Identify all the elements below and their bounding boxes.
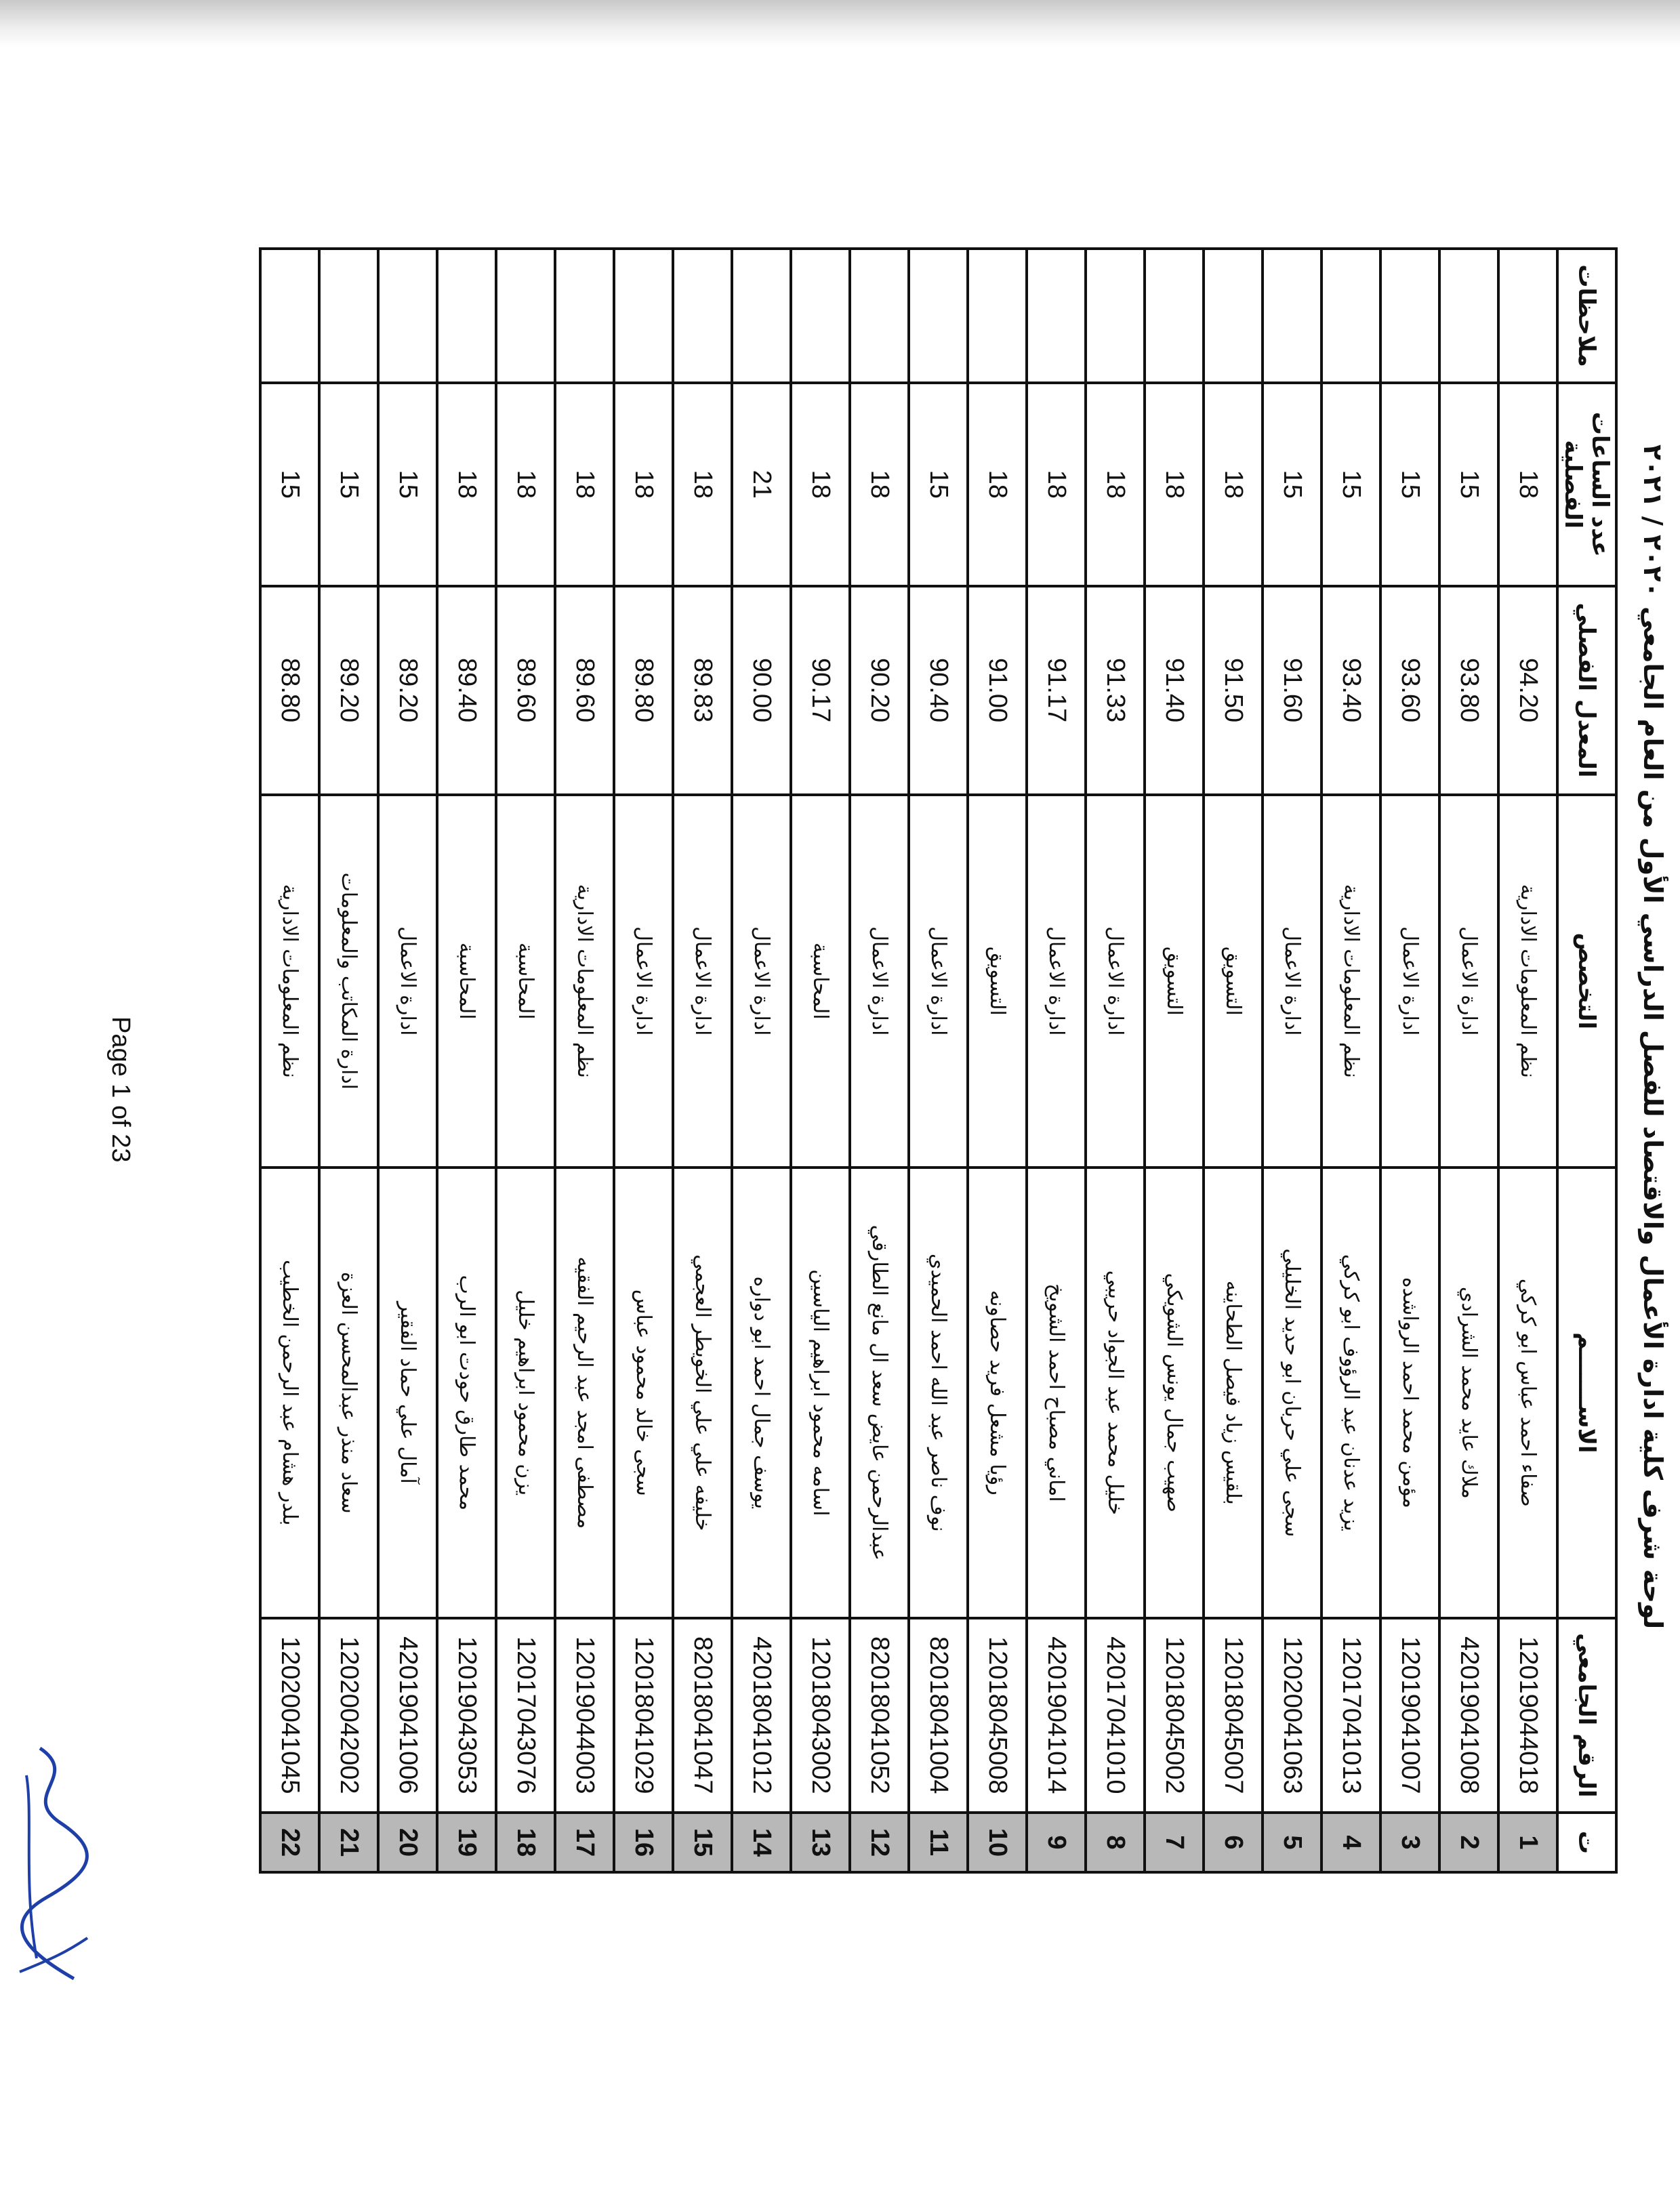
cell-notes bbox=[1204, 249, 1263, 383]
cell-uid: 12018045008 bbox=[968, 1618, 1027, 1813]
cell-major: نظم المعلومات الادارية bbox=[1322, 795, 1380, 1168]
cell-seq: 11 bbox=[909, 1813, 968, 1872]
cell-uid: 12018045002 bbox=[1145, 1618, 1204, 1813]
cell-seq: 19 bbox=[437, 1813, 496, 1872]
cell-gpa: 91.00 bbox=[968, 586, 1027, 795]
cell-name: عبدالرحمن عايض سعد ال مانع الطارقي bbox=[850, 1168, 909, 1618]
cell-name: مؤمن محمد احمد الرواشده bbox=[1380, 1168, 1439, 1618]
table-row bbox=[909, 249, 968, 1872]
cell-notes bbox=[909, 249, 968, 383]
cell-major: نظم المعلومات الادارية bbox=[555, 795, 614, 1168]
table-row bbox=[1027, 249, 1086, 1872]
cell-name: سجى خالد محمود عباس bbox=[614, 1168, 673, 1618]
cell-gpa: 90.20 bbox=[850, 586, 909, 795]
cell-hours: 18 bbox=[673, 383, 732, 586]
cell-gpa: 89.83 bbox=[673, 586, 732, 795]
cell-seq: 15 bbox=[673, 1813, 732, 1872]
cell-gpa: 94.20 bbox=[1498, 586, 1557, 795]
cell-major: ادارة الاعمال bbox=[1027, 795, 1086, 1168]
cell-notes bbox=[319, 249, 378, 383]
cell-notes bbox=[1439, 249, 1498, 383]
table-row bbox=[378, 249, 437, 1872]
cell-uid: 42018041012 bbox=[732, 1618, 791, 1813]
header-gpa: المعدل الفصلي bbox=[1557, 586, 1616, 795]
cell-gpa: 90.00 bbox=[732, 586, 791, 795]
header-notes: ملاحظات bbox=[1557, 249, 1616, 383]
cell-uid: 12018043002 bbox=[791, 1618, 850, 1813]
cell-uid: 12020041045 bbox=[260, 1618, 319, 1813]
table-row bbox=[260, 249, 319, 1872]
cell-notes bbox=[1322, 249, 1380, 383]
cell-hours: 15 bbox=[378, 383, 437, 586]
table-row bbox=[732, 249, 791, 1872]
cell-name: خليفه علي علي الخويطر العجمي bbox=[673, 1168, 732, 1618]
table-header-row bbox=[1557, 249, 1616, 1872]
cell-seq: 2 bbox=[1439, 1813, 1498, 1872]
cell-seq: 14 bbox=[732, 1813, 791, 1872]
cell-seq: 22 bbox=[260, 1813, 319, 1872]
cell-major: ادارة الاعمال bbox=[909, 795, 968, 1168]
cell-gpa: 89.80 bbox=[614, 586, 673, 795]
cell-hours: 18 bbox=[850, 383, 909, 586]
cell-hours: 21 bbox=[732, 383, 791, 586]
cell-uid: 12019044018 bbox=[1498, 1618, 1557, 1813]
cell-notes bbox=[614, 249, 673, 383]
cell-hours: 18 bbox=[1145, 383, 1204, 586]
cell-gpa: 93.40 bbox=[1322, 586, 1380, 795]
cell-seq: 20 bbox=[378, 1813, 437, 1872]
cell-seq: 8 bbox=[1086, 1813, 1145, 1872]
cell-uid: 42017041010 bbox=[1086, 1618, 1145, 1813]
cell-notes bbox=[673, 249, 732, 383]
cell-major: ادارة الاعمال bbox=[1263, 795, 1322, 1168]
cell-major: ادارة الاعمال bbox=[378, 795, 437, 1168]
cell-hours: 15 bbox=[260, 383, 319, 586]
table-row bbox=[496, 249, 555, 1872]
cell-uid: 12017041013 bbox=[1322, 1618, 1380, 1813]
cell-name: اسامه محمود ابراهيم الياسين bbox=[791, 1168, 850, 1618]
cell-uid: 42019041014 bbox=[1027, 1618, 1086, 1813]
header-seq: ت bbox=[1557, 1813, 1616, 1872]
header-name: الاســـــــم bbox=[1557, 1168, 1616, 1618]
cell-uid: 42019041008 bbox=[1439, 1618, 1498, 1813]
cell-name: سجى علي حربان ابو حديد الخليلي bbox=[1263, 1168, 1322, 1618]
cell-name: آمال علي حماد الفقير bbox=[378, 1168, 437, 1618]
table-row bbox=[614, 249, 673, 1872]
cell-major: التسويق bbox=[1145, 795, 1204, 1168]
signature-image bbox=[6, 1735, 108, 2006]
cell-notes bbox=[968, 249, 1027, 383]
cell-hours: 15 bbox=[1380, 383, 1439, 586]
cell-name: يزيد عدنان عبد الرؤوف ابو كركي bbox=[1322, 1168, 1380, 1618]
cell-notes bbox=[378, 249, 437, 383]
cell-notes bbox=[1145, 249, 1204, 383]
page-title: لوحة شرف كلية ادارة الأعمال والاقتصاد للفصل الدراسي الأول من العام الجامعي ٢٠٢٠ / ٢٠٢١ bbox=[1638, 444, 1668, 1630]
cell-major: ادارة المكاتب والمعلومات bbox=[319, 795, 378, 1168]
cell-notes bbox=[850, 249, 909, 383]
cell-notes bbox=[437, 249, 496, 383]
header-uid: الرقم الجامعي bbox=[1557, 1618, 1616, 1813]
cell-hours: 15 bbox=[319, 383, 378, 586]
cell-uid: 12018041029 bbox=[614, 1618, 673, 1813]
cell-major: نظم المعلومات الادارية bbox=[1498, 795, 1557, 1168]
cell-notes bbox=[1027, 249, 1086, 383]
cell-uid: 82018041004 bbox=[909, 1618, 968, 1813]
table-row bbox=[968, 249, 1027, 1872]
cell-gpa: 91.60 bbox=[1263, 586, 1322, 795]
cell-seq: 16 bbox=[614, 1813, 673, 1872]
cell-hours: 18 bbox=[555, 383, 614, 586]
cell-uid: 12020041063 bbox=[1263, 1618, 1322, 1813]
cell-hours: 18 bbox=[1086, 383, 1145, 586]
cell-name: صفاء احمد عباس ابو كركي bbox=[1498, 1168, 1557, 1618]
cell-name: صهيب جمال يونس الشويكي bbox=[1145, 1168, 1204, 1618]
table-row bbox=[1322, 249, 1380, 1872]
cell-gpa: 93.80 bbox=[1439, 586, 1498, 795]
cell-hours: 18 bbox=[1498, 383, 1557, 586]
cell-seq: 6 bbox=[1204, 1813, 1263, 1872]
cell-name: يزن محمود ابراهيم خليل bbox=[496, 1168, 555, 1618]
table-row bbox=[1380, 249, 1439, 1872]
cell-name: بلقيس زياد فيصل الطحاينه bbox=[1204, 1168, 1263, 1618]
cell-gpa: 90.17 bbox=[791, 586, 850, 795]
table-row bbox=[319, 249, 378, 1872]
cell-name: رؤيا مشعل فريد حصاونه bbox=[968, 1168, 1027, 1618]
cell-seq: 21 bbox=[319, 1813, 378, 1872]
cell-seq: 9 bbox=[1027, 1813, 1086, 1872]
cell-major: نظم المعلومات الادارية bbox=[260, 795, 319, 1168]
cell-seq: 12 bbox=[850, 1813, 909, 1872]
cell-name: نوف ناصر عبد الله احمد الحميدي bbox=[909, 1168, 968, 1618]
cell-notes bbox=[260, 249, 319, 383]
cell-gpa: 89.20 bbox=[378, 586, 437, 795]
page-footer: Page 1 of 23 bbox=[106, 1016, 135, 1163]
cell-name: اماني مصباح احمد الشويخ bbox=[1027, 1168, 1086, 1618]
table-row bbox=[1086, 249, 1145, 1872]
table-row bbox=[1204, 249, 1263, 1872]
cell-gpa: 91.33 bbox=[1086, 586, 1145, 795]
header-major: التخصص bbox=[1557, 795, 1616, 1168]
cell-hours: 15 bbox=[909, 383, 968, 586]
cell-name: يوسف جمال احمد ابو دواره bbox=[732, 1168, 791, 1618]
table-row bbox=[850, 249, 909, 1872]
cell-seq: 4 bbox=[1322, 1813, 1380, 1872]
table-row bbox=[555, 249, 614, 1872]
cell-gpa: 89.40 bbox=[437, 586, 496, 795]
cell-hours: 15 bbox=[1439, 383, 1498, 586]
honor-roll-table bbox=[259, 247, 1618, 1874]
table-row bbox=[673, 249, 732, 1872]
cell-major: ادارة الاعمال bbox=[1380, 795, 1439, 1168]
cell-notes bbox=[496, 249, 555, 383]
table-row bbox=[1145, 249, 1204, 1872]
cell-seq: 5 bbox=[1263, 1813, 1322, 1872]
cell-gpa: 89.60 bbox=[555, 586, 614, 795]
cell-name: مصطفى امجد عبد الرحيم الفقيه bbox=[555, 1168, 614, 1618]
cell-name: محمد طارق حودت ابو الرب bbox=[437, 1168, 496, 1618]
cell-hours: 18 bbox=[1027, 383, 1086, 586]
cell-name: بلدر هشام عبد الرحمن الخطيب bbox=[260, 1168, 319, 1618]
cell-uid: 82018041052 bbox=[850, 1618, 909, 1813]
cell-major: المحاسبة bbox=[437, 795, 496, 1168]
cell-notes bbox=[1498, 249, 1557, 383]
cell-major: ادارة الاعمال bbox=[614, 795, 673, 1168]
cell-hours: 18 bbox=[791, 383, 850, 586]
cell-notes bbox=[1263, 249, 1322, 383]
cell-gpa: 91.17 bbox=[1027, 586, 1086, 795]
cell-seq: 7 bbox=[1145, 1813, 1204, 1872]
cell-gpa: 91.50 bbox=[1204, 586, 1263, 795]
cell-hours: 15 bbox=[1322, 383, 1380, 586]
cell-uid: 12019041007 bbox=[1380, 1618, 1439, 1813]
cell-notes bbox=[555, 249, 614, 383]
cell-gpa: 91.40 bbox=[1145, 586, 1204, 795]
cell-name: سعاد منذر عبدالمحسن العزة bbox=[319, 1168, 378, 1618]
cell-hours: 18 bbox=[1204, 383, 1263, 586]
cell-uid: 42019041006 bbox=[378, 1618, 437, 1813]
cell-gpa: 89.20 bbox=[319, 586, 378, 795]
cell-hours: 18 bbox=[968, 383, 1027, 586]
cell-seq: 10 bbox=[968, 1813, 1027, 1872]
cell-gpa: 89.60 bbox=[496, 586, 555, 795]
cell-major: التسويق bbox=[968, 795, 1027, 1168]
cell-major: ادارة الاعمال bbox=[673, 795, 732, 1168]
cell-seq: 18 bbox=[496, 1813, 555, 1872]
cell-hours: 15 bbox=[1263, 383, 1322, 586]
cell-notes bbox=[1086, 249, 1145, 383]
cell-major: ادارة الاعمال bbox=[1086, 795, 1145, 1168]
table-row bbox=[437, 249, 496, 1872]
table-row bbox=[1439, 249, 1498, 1872]
cell-major: ادارة الاعمال bbox=[732, 795, 791, 1168]
cell-major: التسويق bbox=[1204, 795, 1263, 1168]
cell-seq: 1 bbox=[1498, 1813, 1557, 1872]
table-row bbox=[1498, 249, 1557, 1872]
table-row bbox=[1263, 249, 1322, 1872]
cell-uid: 12017043076 bbox=[496, 1618, 555, 1813]
cell-name: خليل محمد عبد الجواد حريبي bbox=[1086, 1168, 1145, 1618]
table-row bbox=[791, 249, 850, 1872]
header-hours: عدد الساعات الفصلية bbox=[1557, 383, 1616, 586]
cell-notes bbox=[732, 249, 791, 383]
cell-major: المحاسبة bbox=[496, 795, 555, 1168]
cell-gpa: 88.80 bbox=[260, 586, 319, 795]
cell-uid: 12018045007 bbox=[1204, 1618, 1263, 1813]
cell-major: ادارة الاعمال bbox=[850, 795, 909, 1168]
cell-hours: 18 bbox=[614, 383, 673, 586]
cell-uid: 82018041047 bbox=[673, 1618, 732, 1813]
cell-seq: 17 bbox=[555, 1813, 614, 1872]
cell-uid: 12020042002 bbox=[319, 1618, 378, 1813]
cell-uid: 12019044003 bbox=[555, 1618, 614, 1813]
cell-major: ادارة الاعمال bbox=[1439, 795, 1498, 1168]
cell-uid: 12019043053 bbox=[437, 1618, 496, 1813]
cell-gpa: 90.40 bbox=[909, 586, 968, 795]
cell-notes bbox=[1380, 249, 1439, 383]
cell-name: ملاك عايد محمد الشرادي bbox=[1439, 1168, 1498, 1618]
cell-gpa: 93.60 bbox=[1380, 586, 1439, 795]
cell-hours: 18 bbox=[437, 383, 496, 586]
cell-seq: 13 bbox=[791, 1813, 850, 1872]
cell-seq: 3 bbox=[1380, 1813, 1439, 1872]
cell-hours: 18 bbox=[496, 383, 555, 586]
cell-major: المحاسبة bbox=[791, 795, 850, 1168]
cell-notes bbox=[791, 249, 850, 383]
